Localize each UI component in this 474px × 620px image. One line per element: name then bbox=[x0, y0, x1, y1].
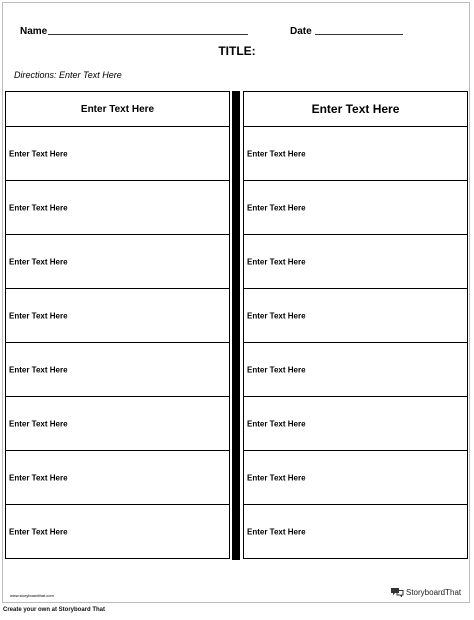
right-row-text: Enter Text Here bbox=[247, 311, 306, 320]
name-field-line[interactable] bbox=[48, 34, 248, 35]
left-row-text: Enter Text Here bbox=[9, 365, 68, 374]
left-row-cell[interactable] bbox=[5, 288, 230, 343]
left-row-text: Enter Text Here bbox=[9, 257, 68, 266]
right-row-text: Enter Text Here bbox=[247, 527, 306, 536]
left-row-cell[interactable] bbox=[5, 126, 230, 181]
left-row-cell[interactable] bbox=[5, 450, 230, 505]
right-row-cell[interactable] bbox=[243, 288, 468, 343]
left-row-text: Enter Text Here bbox=[9, 311, 68, 320]
column-divider bbox=[232, 91, 240, 560]
left-header-cell[interactable] bbox=[5, 91, 230, 127]
name-label: Name bbox=[20, 26, 48, 37]
left-header-text: Enter Text Here bbox=[80, 103, 155, 115]
right-row-text: Enter Text Here bbox=[247, 203, 306, 212]
right-row-text: Enter Text Here bbox=[247, 149, 306, 158]
right-row-cell[interactable] bbox=[243, 126, 468, 181]
left-row-text: Enter Text Here bbox=[9, 473, 68, 482]
footer-caption[interactable]: Create your own at Storyboard That bbox=[3, 607, 106, 613]
right-row-text: Enter Text Here bbox=[247, 419, 306, 428]
right-row-cell[interactable] bbox=[243, 342, 468, 397]
left-row-cell[interactable] bbox=[5, 504, 230, 559]
left-row-cell[interactable] bbox=[5, 396, 230, 451]
right-row-cell[interactable] bbox=[243, 504, 468, 559]
storyboardthat-logo[interactable] bbox=[390, 587, 461, 597]
right-row-cell[interactable] bbox=[243, 396, 468, 451]
speech-bubble-icon bbox=[390, 587, 404, 597]
left-row-cell[interactable] bbox=[5, 342, 230, 397]
left-row-text: Enter Text Here bbox=[9, 149, 68, 158]
right-row-text: Enter Text Here bbox=[247, 257, 306, 266]
right-header-text: Enter Text Here bbox=[311, 102, 400, 116]
left-row-cell[interactable] bbox=[5, 180, 230, 235]
left-row-text: Enter Text Here bbox=[9, 527, 68, 536]
date-label: Date bbox=[290, 26, 312, 37]
right-row-text: Enter Text Here bbox=[247, 473, 306, 482]
right-row-text: Enter Text Here bbox=[247, 365, 306, 374]
right-header-cell[interactable] bbox=[243, 91, 468, 127]
right-row-cell[interactable] bbox=[243, 450, 468, 505]
left-row-text: Enter Text Here bbox=[9, 203, 68, 212]
directions-text: Directions: Enter Text Here bbox=[14, 70, 122, 80]
right-row-cell[interactable] bbox=[243, 180, 468, 235]
left-row-cell[interactable] bbox=[5, 234, 230, 289]
left-row-text: Enter Text Here bbox=[9, 419, 68, 428]
footer-url[interactable]: www.storyboardthat.com bbox=[10, 593, 54, 598]
date-field-line[interactable] bbox=[315, 34, 403, 35]
right-row-cell[interactable] bbox=[243, 234, 468, 289]
worksheet-title: TITLE: bbox=[218, 44, 256, 58]
brand-name: StoryboardThat bbox=[406, 587, 462, 597]
